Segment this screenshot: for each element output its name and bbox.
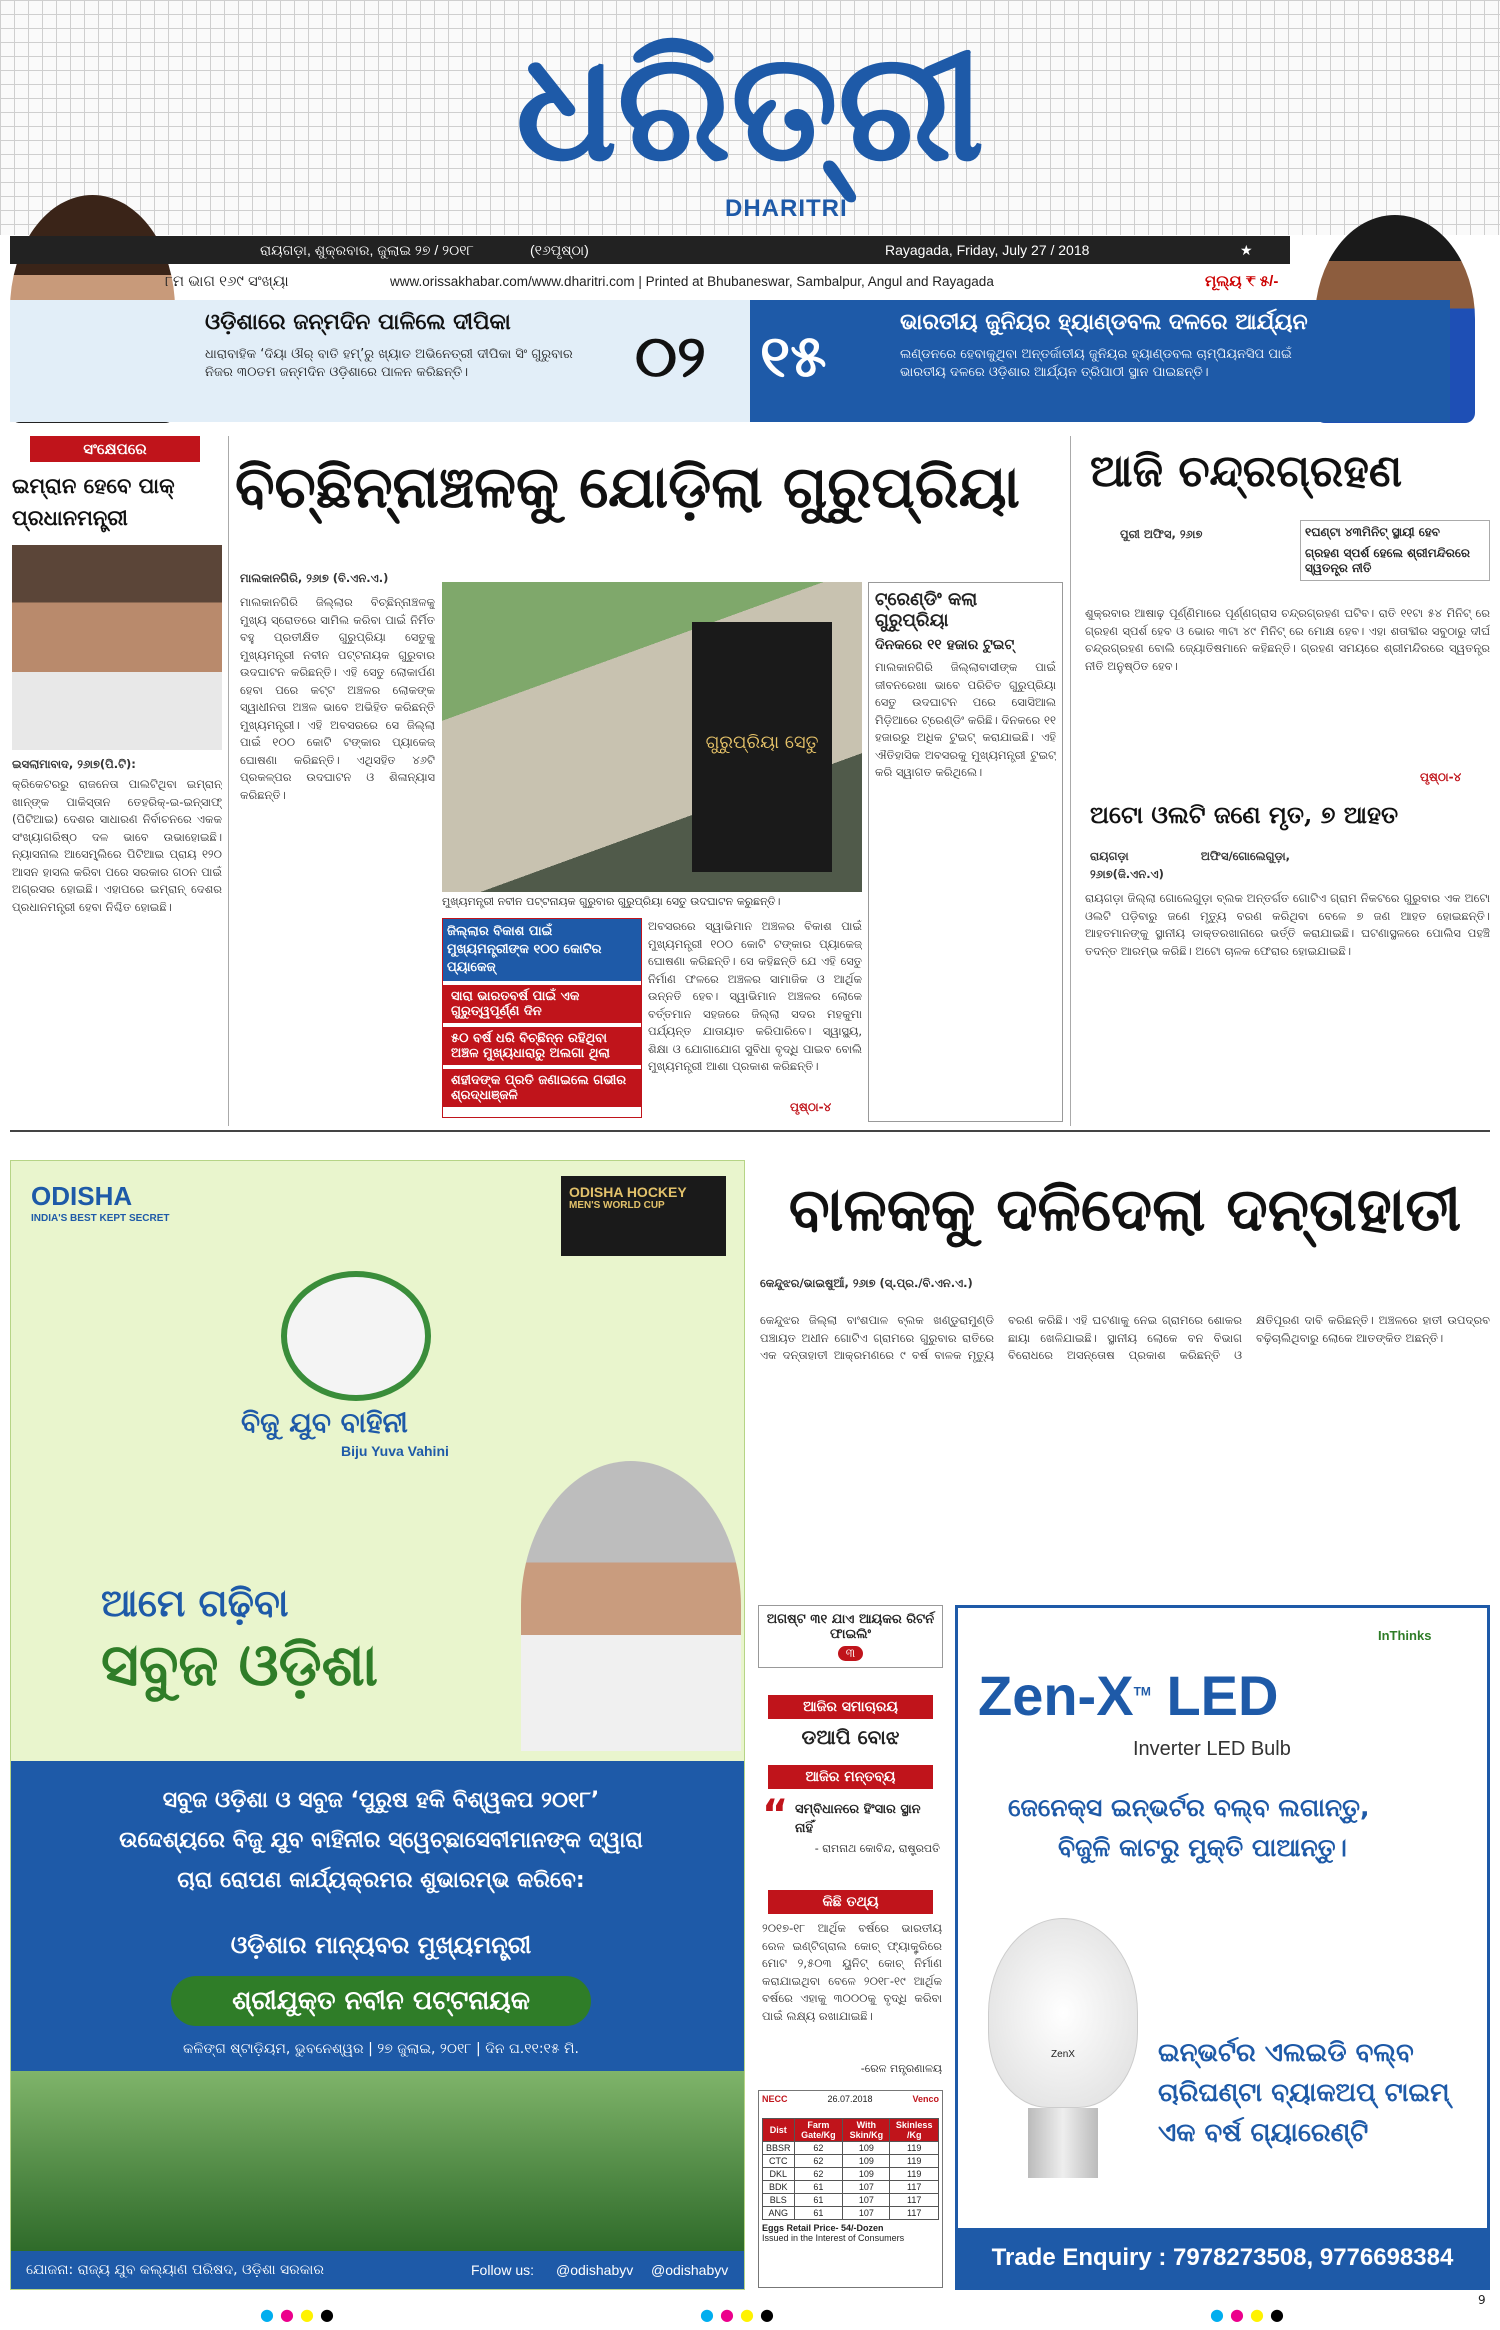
zenx-bullet: ଏକ ବର୍ଷ ଗ୍ୟାରେଣ୍ଟି [1158, 2118, 1369, 2148]
eclipse-points [1300, 520, 1490, 581]
biju-emblem [281, 1271, 431, 1401]
table-cell: BLS [763, 2194, 795, 2207]
date-english: Rayagada, Friday, July 27 / 2018 [885, 242, 1090, 258]
table-cell: 117 [890, 2194, 939, 2207]
zenx-bullet: ଇନ୍ଭର୍ଟର ଏଲଇଡି ବଲ୍ବ [1158, 2038, 1414, 2068]
highlight-item: ଶହୀଦଙ୍କ ପ୍ରତି ଜଣାଇଲେ ଗଭୀର ଶ୍ରଦ୍ଧାଞ୍ଜଳି [443, 1069, 641, 1107]
quote-by: - ରାମନାଥ କୋବିନ୍ଦ, ରାଷ୍ଟ୍ରପତି [814, 1842, 940, 1855]
fact-text: ୨୦୧୭-୧୮ ଆର୍ଥିକ ବର୍ଷରେ ଭାରତୀୟ ରେଳ ଇଣ୍ଟିଗ୍ରାଲ କୋଚ୍ ଫ୍ୟାକ୍ଟ୍ରିରେ ମୋଟ ୨,୫୦୩ ୟୁନିଟ୍ କୋଚ୍ ନିର୍ମାଣ କରାଯାଇଥିବା ବେଳେ ୨୦୧୮-୧୯ ଆର୍ଥିକ ବର୍ଷରେ ଏହାକୁ ୩୦୦୦କୁ ବୃଦ୍ଧି କରିବା ପାଇଁ ଲକ୍ଷ୍ୟ ରଖାଯାଇଛି। [762, 1921, 942, 2023]
date-oriya: ରାୟଗଡ଼ା, ଶୁକ୍ରବାର, ଜୁଲାଇ ୨୭ / ୨୦୧୮ [260, 242, 474, 258]
twitter-handle[interactable]: @odishabyv [651, 2262, 729, 2278]
table-row [763, 2181, 939, 2194]
teaser-right-page: ୧୫ [760, 322, 827, 390]
teaser-left-page: ୦୨ [635, 322, 706, 390]
page-count: (୧୬ପୃଷ୍ଠା) [530, 242, 589, 258]
table-cell: 117 [890, 2181, 939, 2194]
trademark: TM [1133, 1684, 1151, 1699]
table-row [763, 2142, 939, 2155]
table-cell: 119 [890, 2168, 939, 2181]
lead-col1: ମାଲକାନଗିରି ଜିଲ୍ଲାର ବିଚ୍ଛିନ୍ନାଞ୍ଚଳକୁ ମୁଖ୍ୟ ସ୍ରୋତରେ ସାମିଲ କରିବା ପାଇଁ ନିର୍ମିତ ବହୁ ପ୍ରତୀକ୍ଷିତ ଗୁରୁପ୍ରିୟା ସେତୁକୁ ମୁଖ୍ୟମନ୍ତ୍ରୀ ନବୀନ ପଟ୍ଟନାୟକ ଗୁରୁବାର ଉଦଘାଟନ କରିଛନ୍ତି। ଏହି ସେତୁ ଲୋକାର୍ପଣ ହେବା ପରେ କଟ୍ଟ ଅଞ୍ଚଳର ଲୋକଙ୍କ ସ୍ୱାଧୀନତା ଅଞ୍ଚଳ ଭାବେ ଅଭିହିତ କରିଛନ୍ତି ମୁଖ୍ୟମନ୍ତ୍ରୀ। ଏହି ଅବସରରେ ସେ ଜିଲ୍ଲା ପାଇଁ ୧୦୦ କୋଟି ଟଙ୍କାର ପ୍ୟାକେଜ୍ ଘୋଷଣା କରିଛନ୍ତି। ଏଥିସହିତ ୪୬ଟି ପ୍ରକଳ୍ପର ଉଦଘାଟନ ଓ ଶିଳାନ୍ୟାସ କରିଛନ୍ତି। [240, 595, 435, 802]
table-cell: CTC [763, 2155, 795, 2168]
zenx-ad[interactable] [955, 1605, 1490, 2290]
table-cell: 119 [890, 2155, 939, 2168]
table-cell: 107 [843, 2181, 890, 2194]
table-row [763, 2207, 939, 2220]
stadium-image [11, 2071, 744, 2251]
egg-note: Issued in the Interest of Consumers [762, 2233, 905, 2243]
hockey-logo [561, 1176, 726, 1256]
egg-price-table [762, 2118, 939, 2220]
table-cell: 109 [843, 2142, 890, 2155]
info-line [10, 268, 1290, 296]
divider [228, 436, 229, 1126]
facebook-handle[interactable]: @odishabyv [556, 2262, 634, 2278]
bulb-icon [988, 1918, 1138, 2108]
logo-english: DHARITRI [725, 195, 848, 222]
elephant-body: କେନ୍ଦୁଝର ଜିଲ୍ଲା ବାଂଶପାଳ ବ୍ଲକ ଖଣ୍ଡୁରାମୁଣ୍ଡି ପଞ୍ଚାୟତ ଅଧୀନ ଗୋଟିଏ ଗ୍ରାମରେ ଗୁରୁବାର ରାତିରେ ଏକ ଦନ୍ତାହାତୀ ଆକ୍ରମଣରେ ୯ ବର୍ଷ ବାଳକ ମୃତ୍ୟୁ ବରଣ କରିଛି। ଏହି ଘଟଣାକୁ ନେଇ ଗ୍ରାମରେ ଶୋକର ଛାୟା ଖେଳିଯାଇଛି। ସ୍ଥାନୀୟ ଲୋକେ ବନ ବିଭାଗ ବିରୋଧରେ ଅସନ୍ତୋଷ ପ୍ରକାଶ କରିଛନ୍ତି ଓ କ୍ଷତିପୂରଣ ଦାବି କରିଛନ୍ତି। ଅଞ୍ଚଳରେ ହାତୀ ଉପଦ୍ରବ ବଢ଼ିଚାଲିଥିବାରୁ ଲୋକେ ଆତଙ୍କିତ ଅଛନ୍ତି। [760, 1313, 1490, 1362]
table-cell: 62 [794, 2168, 843, 2181]
teaser-left[interactable] [10, 300, 750, 422]
hockey-subtitle: MEN'S WORLD CUP [569, 1200, 665, 1211]
egg-date: 26.07.2018 [827, 2094, 873, 2104]
eclipse-point: ଗ୍ରହଣ ସ୍ପର୍ଶ ହେଲେ ଶ୍ରୀମନ୍ଦିରରେ ସ୍ୱତନ୍ତ୍ର ନୀତି [1305, 546, 1470, 575]
table-cell: 62 [794, 2155, 843, 2168]
divider [1070, 436, 1071, 1126]
website-line[interactable]: www.orissakhabar.com/www.dharitri.com | Printed at Bhubaneswar, Sambalpur, Angul and Rayagada [390, 274, 994, 289]
eclipse-headline: ଆଜି ଚନ୍ଦ୍ରଗ୍ରହଣ [1090, 446, 1403, 497]
table-cell: BDK [763, 2181, 795, 2194]
zenx-subtitle: Inverter LED Bulb [1133, 1738, 1291, 1760]
table-cell: 109 [843, 2168, 890, 2181]
brief-dateline: ଇସଲାମାବାଦ, ୨୬ା୭(ପି.ଟି): [12, 757, 136, 771]
elephant-headline: ବାଳକକୁ ଦଳିଦେଲା ଦନ୍ତାହାତୀ [788, 1175, 1462, 1245]
itr-note [758, 1605, 943, 1668]
egg-price-box [758, 2090, 943, 2288]
cm-photo [521, 1461, 741, 1751]
brief-headline: ଇମ୍ରାନ ହେବେ ପାକ୍ ପ୍ରଧାନମନ୍ତ୍ରୀ [12, 473, 175, 530]
folio: 9 [1478, 2293, 1486, 2307]
eclipse-body: ଶୁକ୍ରବାର ଆଷାଢ଼ ପୂର୍ଣ୍ଣିମାରେ ପୂର୍ଣ୍ଣଗ୍ରାସ ଚନ୍ଦ୍ରଗ୍ରହଣ ଘଟିବ। ରାତି ୧୧ଟା ୫୪ ମିନିଟ୍ ରେ ଗ୍ରହଣ ସ୍ପର୍ଶ ହେବ ଓ ଭୋର ୩ଟା ୪୯ ମିନିଟ୍ ରେ ମୋକ୍ଷ ହେବ। ଏହା ଶତାବ୍ଦୀର ସବୁଠାରୁ ଦୀର୍ଘ ଚନ୍ଦ୍ରଗ୍ରହଣ ବୋଲି ଜ୍ୟୋତିଷମାନେ କହିଛନ୍ତି। ଗ୍ରହଣ ସମୟରେ ଶ୍ରୀମନ୍ଦିରରେ ସ୍ୱତନ୍ତ୍ର ନୀତି ଅନୁଷ୍ଠିତ ହେବ। [1085, 606, 1490, 673]
table-cell: 61 [794, 2207, 843, 2220]
photo-caption: ମୁଖ୍ୟମନ୍ତ୍ରୀ ନବୀନ ପଟ୍ଟନାୟକ ଗୁରୁବାର ଗୁରୁପ୍ରିୟା ସେତୁ ଉଦଘାଟନ କରୁଛନ୍ତି। [442, 895, 781, 908]
price: ମୂଲ୍ୟ ₹ ୫/- [1205, 273, 1279, 290]
zenx-brand: Zen-X [978, 1664, 1134, 1727]
eclipse-dateline: ପୁରୀ ଅଫିସ, ୨୬ା୭ [1120, 527, 1203, 541]
divider [10, 1130, 1490, 1132]
table-cell: 117 [890, 2207, 939, 2220]
dateline [10, 236, 1290, 264]
highlight-item: ସାରା ଭାରତବର୍ଷ ପାଇଁ ଏକ ଗୁରୁତ୍ୱପୂର୍ଣ୍ଣ ଦିନ [443, 985, 641, 1023]
table-header: Farm Gate/Kg [794, 2119, 843, 2142]
trending-box [868, 582, 1063, 1122]
lead-dateline: ମାଲକାନଗିରି, ୨୬ା୭ (ବି.ଏନ.ଏ.) [240, 571, 389, 585]
highlight-item: ୫୦ ବର୍ଷ ଧରି ବିଚ୍ଛିନ୍ନ ରହିଥିବା ଅଞ୍ଚଳ ମୁଖ୍ୟଧାରାରୁ ଅଲଗା ଥିଲା [443, 1027, 641, 1065]
eclipse-page-ref: ପୃଷ୍ଠା-୪ [1420, 770, 1462, 784]
lead-headline: ବିଚ୍ଛିନ୍ନାଞ୍ଚଳକୁ ଯୋଡ଼ିଲା ଗୁରୁପ୍ରିୟା [235, 453, 1020, 521]
itr-page: ୩ [838, 1646, 863, 1661]
ad-footer [11, 2251, 744, 2289]
biju-yuva-vahini-ad[interactable] [10, 1160, 745, 2290]
odisha-tagline: INDIA'S BEST KEPT SECRET [31, 1213, 170, 1224]
table-cell: 62 [794, 2142, 843, 2155]
lead-col2: ଅବସରରେ ସ୍ୱାଭିମାନ ଅଞ୍ଚଳର ବିକାଶ ପାଇଁ ମୁଖ୍ୟମନ୍ତ୍ରୀ ୧୦୦ କୋଟି ଟଙ୍କାର ପ୍ୟାକେଜ୍ ଘୋଷଣା କରିଛନ୍ତି। ସେ କହିଛନ୍ତି ଯେ ଏହି ସେତୁ ନିର୍ମାଣ ଫଳରେ ଅଞ୍ଚଳର ସାମାଜିକ ଓ ଆର୍ଥିକ ଉନ୍ନତି ହେବ। ସ୍ୱାଭିମାନ ଅଞ୍ଚଳର ଲୋକେ ବର୍ତ୍ତମାନ ସହଜରେ ଜିଲ୍ଲା ସଦର ମହକୁମା ପର୍ଯ୍ୟନ୍ତ ଯାତାୟାତ କରିପାରିବେ। ସ୍ୱାସ୍ଥ୍ୟ, ଶିକ୍ଷା ଓ ଯୋଗାଯୋଗ ସୁବିଧା ବୃଦ୍ଧି ପାଇବ ବୋଲି ମୁଖ୍ୟମନ୍ତ୍ରୀ ଆଶା ପ୍ରକାଶ କରିଛନ୍ତି। [648, 919, 862, 1073]
issue-number: ୮ମ ଭାଗ ୧୬୯ ସଂଖ୍ୟା [165, 273, 289, 290]
itr-text: ଅଗଷ୍ଟ ୩୧ ଯାଏ ଆୟକର ରିଟର୍ନ ଫାଇଲିଂ [766, 1612, 935, 1642]
table-cell: 61 [794, 2194, 843, 2207]
table-cell: DKL [763, 2168, 795, 2181]
highlight-title: ଜିଲ୍ଲାର ବିକାଶ ପାଇଁ ମୁଖ୍ୟମନ୍ତ୍ରୀଙ୍କ ୧୦୦ କୋଟିର ପ୍ୟାକେଜ୍ [443, 919, 641, 981]
table-header: Dist [763, 2119, 795, 2142]
table-row [763, 2155, 939, 2168]
teaser-left-title: ଓଡ଼ିଶାରେ ଜନ୍ମଦିନ ପାଳିଲେ ଦୀପିକା [205, 310, 511, 335]
necc-logo: NECC [762, 2094, 788, 2104]
plaque-text: ଗୁରୁପ୍ରିୟା ସେତୁ [705, 732, 819, 753]
fact-by: -ରେଳ ମନ୍ତ୍ରଣାଳୟ [860, 2062, 942, 2075]
bridge-photo [442, 582, 862, 892]
logo: ଧରିତ୍ରୀ [515, 19, 985, 195]
sambad-text: ଡଆପି ବୋଝ [801, 1725, 900, 1749]
fact-label: କିଛି ତଥ୍ୟ [768, 1890, 933, 1914]
ad-cm-label: ଓଡ଼ିଶାର ମାନ୍ୟବର ମୁଖ୍ୟମନ୍ତ୍ରୀ [230, 1931, 532, 1959]
teaser-right[interactable] [750, 300, 1450, 422]
quote-icon: “ [762, 1792, 789, 1838]
ad-line: ସବୁଜ ଓଡ଼ିଶା ଓ ସବୁଜ ‘ପୁରୁଷ ହକି ବିଶ୍ୱକପ ୨୦୧୮’ [162, 1788, 600, 1813]
table-cell: 109 [843, 2155, 890, 2168]
zenx-line: ଜେନେକ୍ସ ଇନ୍ଭର୍ଟର ବଲ୍ବ ଲଗାନ୍ତୁ, [1008, 1793, 1370, 1822]
brief-label: ସଂକ୍ଷେପରେ [30, 436, 200, 462]
table-row [763, 2194, 939, 2207]
table-header: Skinless /Kg [890, 2119, 939, 2142]
star-icon: ★ [1240, 242, 1253, 258]
highlight-box [442, 918, 642, 1118]
venco-logo: Venco [912, 2094, 939, 2104]
zenx-led: LED [1166, 1664, 1279, 1727]
auto-headline: ଅଟୋ ଓଲଟି ଜଣେ ମୃତ, ୭ ଆହତ [1090, 800, 1399, 829]
teaser-right-text: ଲଣ୍ଡନରେ ହେବାକୁଥିବା ଅନ୍ତର୍ଜାତୀୟ ଜୁନିୟର ହ୍ୟାଣ୍ଡବଲ ଚାମ୍ପିୟନସିପ ପାଇଁ ଭାରତୀୟ ଦଳରେ ଓଡ଼ିଶାର ଆର୍ଯ୍ୟନ ତ୍ରିପାଠୀ ସ୍ଥାନ ପାଇଛନ୍ତି। [900, 347, 1292, 380]
ad-line: ଚାରା ରୋପଣ କାର୍ଯ୍ୟକ୍ରମର ଶୁଭାରମ୍ଭ କରିବେ: [177, 1868, 585, 1893]
odisha-logo: ODISHA [31, 1181, 133, 1211]
eclipse-point: ୧ଘଣ୍ଟା ୪୩ମିନିଟ୍ ସ୍ଥାୟୀ ହେବ [1305, 525, 1440, 539]
egg-note: Eggs Retail Price- 54/-Dozen [762, 2223, 884, 2233]
trending-body: ମାଲକାନଗିରି ଜିଲ୍ଲାବାସୀଙ୍କ ପାଇଁ ଜୀବନରେଖା ଭାବେ ପରିଚିତ ଗୁରୁପ୍ରିୟା ସେତୁ ଉଦଘାଟନ ପରେ ସୋସିଆଲ ମିଡ଼ିଆରେ ଟ୍ରେଣ୍ଡିଂ କରିଛି। ଦିନକରେ ୧୧ ହଜାରରୁ ଅଧିକ ଟୁଇଟ୍ କରାଯାଇଛି। ଏହି ଐତିହାସିକ ଅବସରକୁ ମୁଖ୍ୟମନ୍ତ୍ରୀ ଟୁଇଟ୍ କରି ସ୍ୱାଗତ କରିଥିଲେ। [875, 660, 1056, 779]
elephant-dateline: କେନ୍ଦୁଝର/ଭାଇଷୁଆଁ, ୨୬ା୭ (ସ୍.ପ୍ର./ବି.ଏନ.ଏ.) [760, 1276, 973, 1290]
lead-page-ref: ପୃଷ୍ଠା-୪ [790, 1100, 832, 1114]
imran-photo [12, 545, 222, 750]
table-cell: ANG [763, 2207, 795, 2220]
auto-body: ରାୟଗଡ଼ା ଜିଲ୍ଲା ଗୋଲେଗୁଡ଼ା ବ୍ଲକ ଅନ୍ତର୍ଗତ ଗୋଟିଏ ଗ୍ରାମ ନିକଟରେ ଗୁରୁବାର ଏକ ଅଟୋ ଓଲଟି ପଡ଼ିବାରୁ ଜଣେ ମୃତ୍ୟୁ ବରଣ କରିଥିବା ବେଳେ ୭ ଜଣ ଆହତ ହୋଇଛନ୍ତି। ଆହତମାନଙ୍କୁ ସ୍ଥାନୀୟ ଡାକ୍ତରଖାନାରେ ଭର୍ତ୍ତି କରାଯାଇଛି। ଘଟଣାସ୍ଥଳରେ ପୋଲିସ ପହଞ୍ଚି ତଦନ୍ତ ଆରମ୍ଭ କରିଛି। ଅଟୋ ଚାଳକ ଫେରାର ହୋଇଯାଇଛି। [1085, 891, 1490, 958]
biju-title-english: Biju Yuva Vahini [341, 1443, 449, 1459]
zenx-line: ବିଜୁଳି କାଟରୁ ମୁକ୍ତି ପାଆନ୍ତୁ। [1058, 1833, 1347, 1862]
inthinks-logo: InThinks [1378, 1628, 1432, 1643]
teaser-right-title: ଭାରତୀୟ ଜୁନିୟର ହ୍ୟାଣ୍ଡବଲ ଦଳରେ ଆର୍ଯ୍ୟନ [900, 310, 1308, 335]
ad-footer-text: ଯୋଜନା: ରାଜ୍ୟ ଯୁବ କଲ୍ୟାଣ ପରିଷଦ, ଓଡ଼ିଶା ସରକାର [26, 2262, 324, 2278]
zenx-bullet: ଚାରିଘଣ୍ଟା ବ୍ୟାକଅପ୍ ଟାଇମ୍ [1158, 2078, 1450, 2108]
trade-enquiry[interactable]: Trade Enquiry : 7978273508, 9776698384 [958, 2228, 1487, 2287]
ad-line: ଉଦ୍ଦେଶ୍ୟରେ ବିଜୁ ଯୁବ ବାହିନୀର ସ୍ୱେଚ୍ଛାସେବୀମାନଙ୍କ ଦ୍ୱାରା [119, 1828, 643, 1853]
teaser-left-text: ଧାରାବାହିକ ‘ଦିୟା ଔର୍ ବାତି ହମ୍’ରୁ ଖ୍ୟାତ ଅଭିନେତ୍ରୀ ଦୀପିକା ସିଂ ଗୁରୁବାର ନିଜର ୩୦ତମ ଜନ୍ମଦିନ ଓଡ଼ିଶାରେ ପାଳନ କରିଛନ୍ତି। [205, 347, 573, 380]
biju-title: ବିଜୁ ଯୁବ ବାହିନୀ [241, 1406, 408, 1439]
ad-message [51, 1781, 711, 1901]
table-cell: 107 [843, 2194, 890, 2207]
color-registration-marks: ● ● ● ● ● ● ● ● ● ● ● ● [260, 2305, 1288, 2324]
quote-text: ସମ୍ବିଧାନରେ ହିଂସାର ସ୍ଥାନ ନାହିଁ [795, 1802, 921, 1836]
trending-subtitle: ଦିନକରେ ୧୧ ହଜାର ଟୁଇଟ୍ [875, 637, 1015, 653]
ad-aame: ଆମେ ଗଢ଼ିବା [101, 1581, 289, 1625]
auto-dateline: ରାୟଗଡ଼ା ଅଫିସ/ଗୋଲେଗୁଡ଼ା, ୨୬ା୭(ଜି.ଏନ.ଏ) [1090, 849, 1290, 881]
bulb-mark: ZenX [1051, 2049, 1075, 2060]
table-cell: 107 [843, 2207, 890, 2220]
follow-label: Follow us: [471, 2262, 535, 2278]
hockey-title: ODISHA HOCKEY [569, 1184, 687, 1200]
trending-title: ଟ୍ରେଣ୍ଡିଂ କଲା ଗୁରୁପ୍ରିୟା [875, 589, 978, 631]
sambad-label: ଆଜିର ସମାଚାରୟ [768, 1695, 933, 1719]
bridge-plaque [692, 622, 832, 872]
ad-sabuja-odisha: ସବୁଜ ଓଡ଼ିଶା [101, 1631, 378, 1699]
ad-cm-name: ଶ୍ରୀଯୁକ୍ତ ନବୀନ ପଟ୍ଟନାୟକ [171, 1976, 591, 2026]
ad-venue: କଳିଙ୍ଗ ଷ୍ଟାଡ଼ିୟମ, ଭୁବନେଶ୍ୱର | ୨୭ ଜୁଲାଇ, ୨୦୧୮ | ଦିନ ଘ.୧୧:୧୫ ମି. [183, 2041, 579, 2057]
bulb-base [1028, 2108, 1098, 2178]
table-cell: 61 [794, 2181, 843, 2194]
brief-body: କ୍ରିକେଟରରୁ ରାଜନେତା ପାଲଟିଥିବା ଇମ୍ରାନ୍ ଖାନ୍ଙ୍କ ପାକିସ୍ତାନ ତେହରିକ୍-ଇ-ଇନ୍ସାଫ୍ (ପିଟିଆଇ) ଦେଶର ସାଧାରଣ ନିର୍ବାଚନରେ ଏକକ ସଂଖ୍ୟାଗରିଷ୍ଠ ଦଳ ଭାବେ ଉଭାହୋଇଛି। ନ୍ୟାସନାଲ ଆସେମ୍ବ୍ଲିରେ ପିଟିଆଇ ପ୍ରାୟ ୧୨୦ ଆସନ ହାସଲ କରିବା ପରେ ସରକାର ଗଠନ ପାଇଁ ଅଗ୍ରସର ହୋଇଛି। ଏହାପରେ ଇମ୍ରାନ୍ ଦେଶର ପ୍ରଧାନମନ୍ତ୍ରୀ ହେବା ନିଶ୍ଚିତ ହୋଇଛି। [12, 777, 222, 914]
table-cell: 119 [890, 2142, 939, 2155]
mantabya-label: ଆଜିର ମନ୍ତବ୍ୟ [768, 1765, 933, 1789]
table-cell: BBSR [763, 2142, 795, 2155]
table-header: With Skin/Kg [843, 2119, 890, 2142]
table-row [763, 2168, 939, 2181]
